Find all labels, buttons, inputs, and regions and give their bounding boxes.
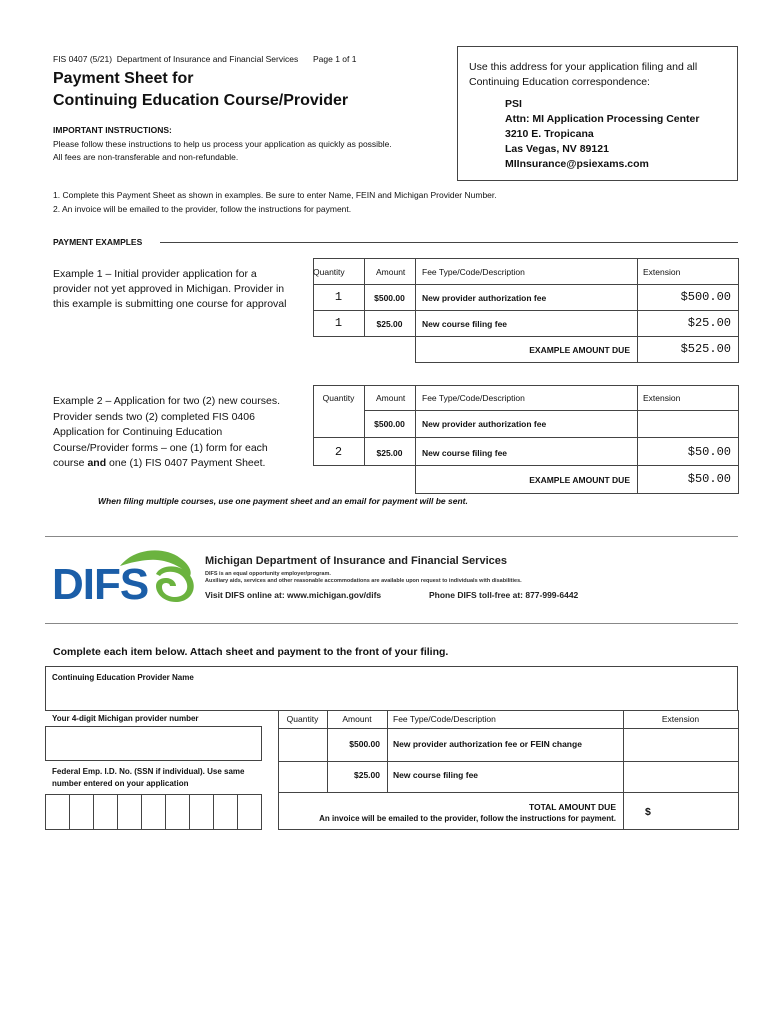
logo-text: DIFS	[52, 560, 149, 609]
example2-total: $50.00	[687, 472, 731, 486]
col-amount-header: Amount	[376, 393, 406, 403]
col-fee-type-header: Fee Type/Code/Description	[393, 714, 496, 724]
table-row-qty: 1	[334, 316, 343, 330]
table-row-amount: $25.00	[354, 770, 380, 780]
provider-number-label: Your 4-digit Michigan provider number	[52, 714, 199, 723]
table-row-extension: $500.00	[680, 290, 731, 304]
form-heading: Complete each item below. Attach sheet and payment to the front of your filing.	[53, 646, 449, 658]
table-row-amount: $500.00	[349, 739, 380, 749]
example2-total-label: EXAMPLE AMOUNT DUE	[529, 475, 630, 485]
extension-input[interactable]	[624, 729, 737, 760]
col-fee-type-header: Fee Type/Code/Description	[422, 393, 525, 403]
example1-total: $525.00	[680, 342, 731, 356]
quantity-input[interactable]	[279, 762, 326, 791]
org-name: Michigan Department of Insurance and Financial Services	[205, 555, 507, 567]
instructions-line1: Please follow these instructions to help us process your application as quickly as possible.	[53, 139, 392, 149]
col-amount-header: Amount	[342, 714, 372, 724]
multiple-courses-note: When filing multiple courses, use one payment sheet and an email for payment will be sent.	[98, 496, 468, 506]
table-row-extension: $25.00	[687, 316, 731, 330]
form-id: FIS 0407 (5/21) Department of Insurance and Financial Services	[53, 54, 299, 64]
page-title-line2: Continuing Education Course/Provider	[53, 92, 349, 109]
table-row-extension: $50.00	[687, 445, 731, 459]
instructions-heading: IMPORTANT INSTRUCTIONS:	[53, 125, 172, 135]
address-line2: Attn: MI Application Processing Center	[505, 113, 700, 125]
website-line[interactable]: Visit DIFS online at: www.michigan.gov/difs	[205, 590, 382, 600]
invoice-note: An invoice will be emailed to the provider, follow the instructions for payment.	[319, 814, 616, 823]
table-row-qty: 2	[334, 445, 343, 459]
provider-name-field[interactable]	[45, 666, 738, 711]
examples-heading: PAYMENT EXAMPLES	[53, 237, 143, 247]
heading-rule	[160, 242, 738, 243]
page-title-line1: Payment Sheet for	[53, 70, 194, 87]
col-quantity-header: Quantity	[313, 267, 345, 277]
difs-logo	[52, 548, 202, 609]
instructions-line2: All fees are non-transferable and non-refundable.	[53, 152, 239, 162]
col-extension-header: Extension	[643, 393, 681, 403]
banner-rule-bottom	[45, 623, 738, 624]
quantity-input[interactable]	[279, 729, 326, 760]
department-name: Department of Insurance and Financial Services	[116, 54, 299, 64]
page-number: Page 1 of 1	[313, 54, 357, 64]
address-intro-line1: Use this address for your application filing and all	[469, 61, 698, 73]
equal-opportunity-line: DIFS is an equal opportunity employer/program.	[205, 571, 331, 577]
example1-description: Example 1 – Initial provider application for a provider not yet approved in Michigan. Provider in this example is submitting one course for approval	[53, 268, 287, 310]
table-row-amount: $25.00	[376, 448, 403, 458]
provider-name-label: Continuing Education Provider Name	[52, 673, 194, 682]
col-extension-header: Extension	[643, 267, 681, 277]
address-line1: PSI	[505, 98, 522, 110]
col-quantity-header: Quantity	[286, 714, 319, 724]
table-row-amount: $500.00	[374, 293, 405, 303]
provider-number-input[interactable]	[45, 726, 262, 761]
table-row-desc: New provider authorization fee	[422, 419, 547, 429]
table-row-desc: New course filing fee	[393, 770, 479, 780]
step-2: 2. An invoice will be emailed to the provider, follow the instructions for payment.	[53, 204, 352, 214]
example2-description: Example 2 – Application for two (2) new courses. Provider sends two (2) completed FIS 0406 Application for Continuing Education Course/Provider forms – one (1) form for each course and one (1) FIS 0407 Payment Sheet.	[53, 395, 281, 469]
table-row-desc: New course filing fee	[422, 319, 508, 329]
step-1: 1. Complete this Payment Sheet as shown in examples. Be sure to enter Name, FEIN and Michigan Provider Number.	[53, 190, 497, 200]
col-quantity-header: Quantity	[322, 393, 355, 403]
table-row-amount: $25.00	[376, 319, 403, 329]
total-amount-input[interactable]: $	[645, 806, 651, 818]
col-fee-type-header: Fee Type/Code/Description	[422, 267, 525, 277]
table-row-qty: 1	[334, 290, 343, 304]
table-row-desc: New course filing fee	[422, 448, 508, 458]
fein-label: Federal Emp. I.D. No. (SSN if individual). Use same number entered on your application	[52, 767, 245, 788]
example1-total-label: EXAMPLE AMOUNT DUE	[529, 345, 630, 355]
accommodations-line: Auxiliary aids, services and other reasonable accommodations are available upon request to individuals with disabilities.	[205, 578, 522, 584]
extension-input[interactable]	[624, 762, 737, 791]
col-extension-header: Extension	[661, 714, 700, 724]
col-amount-header: Amount	[376, 267, 406, 277]
address-intro-line2: Continuing Education correspondence:	[469, 76, 650, 88]
address-email[interactable]: MIInsurance@psiexams.com	[505, 158, 649, 170]
table-row-amount: $500.00	[374, 419, 405, 429]
total-amount-label: TOTAL AMOUNT DUE	[528, 802, 616, 812]
address-line4: Las Vegas, NV 89121	[505, 143, 609, 155]
address-box	[457, 46, 738, 181]
table-row-desc: New provider authorization fee or FEIN change	[393, 739, 582, 749]
table-row-desc: New provider authorization fee	[422, 293, 547, 303]
phone-line[interactable]: Phone DIFS toll-free at: 877-999-6442	[429, 590, 579, 600]
address-line3: 3210 E. Tropicana	[505, 128, 594, 140]
banner-rule-top	[45, 536, 738, 537]
